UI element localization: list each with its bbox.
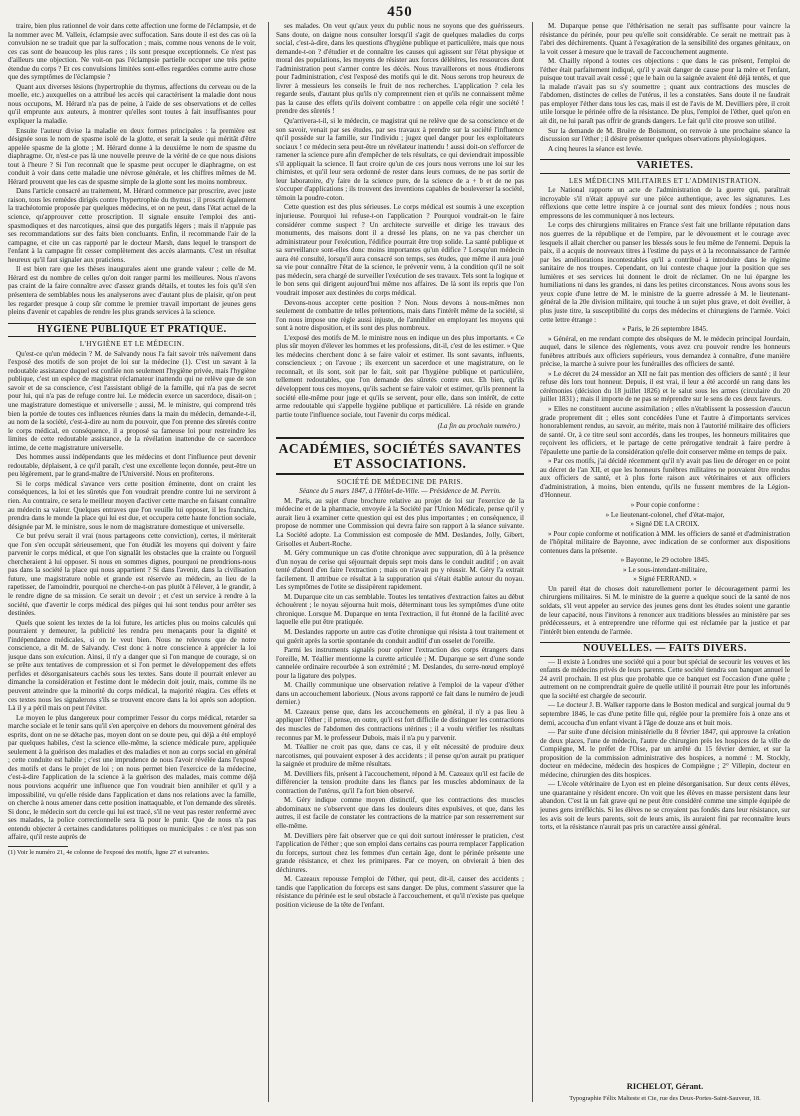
paragraph: Quant aux diverses lésions (hypertrophie du thymus, affections du cerveau ou de la moelle, etc.) auxquelles on a attribué les accès qui caractérisent la maladie dont nous nous occupons, M. Hérard n'a pas de peine, à l'aide de ses observations et de celles qu'il emprunte aux auteurs, à montrer qu'elles sont toutes à fait insuffisantes pour expliquer la maladie. (8, 82, 256, 126)
paragraph: » Par ces motifs, j'ai décidé récemment qu'il n'y avait pas lieu de déroger en ce point au décret de l'an XII, et que les honneurs funèbres militaires ne pouvaient être rendus aux officiers de santé, et à plus forte raison aux vétérinaires et aux officiers d'administration, à moins, bien entendu, qu'ils ne fussent membres de la Légion-d'Honneur. (540, 457, 790, 500)
letter-signature: » Signé FERRAND. » (633, 575, 697, 584)
paragraph: Le National rapporte un acte de l'administration de la guerre qui, paraîtrait incroyable s'il n'était appuyé sur une pièce authentique, avec les signatures. Les réflexions que cette lettre inspire à ce journal sont des mieux fondées ; nous nous empressons de les communiquer à nos lecteurs. (540, 186, 790, 220)
section-heading-varietes: VARIÉTÉS. (540, 159, 790, 174)
paragraph: » Général, en me rendant compte des obsèques de M. le médecin principal Jourdain, auquel, dans le silence des règlements, vous avez cru pouvoir rendre les honneurs funèbres attribués aux officiers supérieurs, vous demandez à connaître, d'une manière précise, la marche à suivre pour les funérailles des officiers de santé. (540, 334, 790, 369)
paragraph: A cinq heures la séance est levée. (548, 144, 643, 153)
page-number: 450 (387, 4, 413, 20)
paragraph: Ensuite l'auteur divise la maladie en deux formes principales : la première est désignée sous le nom de spasme isolé de la glotte, et serait la seule qui méritât d'être appelée spasme de la glotte ; M. Hérard donne à la deuxième le nom de spasme du diaphragme. Or, n'est-ce pas là une nouvelle preuve de la vérité de ce que nous disions tout à l'heure ? Si l'on reconnaît que le spasme peut occuper le diaphragme, on est conduit à voir dans cette maladie une névrose générale, et les chiffres mêmes de M. Hérard prouvent que les cas de spasme simple de la glotte sont les moins nombreux. (8, 126, 256, 186)
continuation-note: (La fin au prochain numéro.) (437, 422, 520, 431)
paragraph: Le moyen le plus dangereux pour comprimer l'essor du corps médical, retarder sa marche sociale et le tenir sans qu'il s'en aperçoive en dehors du mouvement général des esprits, dont on ne se détache pas, moyen dont on se doute peu, qui déjà a été employé par quelques habiles, c'est la science elle-même, la science médicale pure, appliquée seulement à la guérison des maladies et des maladies et non au corps social en général ; cette conduite est habile ; c'est une imprudence de nous l'avoir révélée dans l'exposé des motifs et dans le projet de loi ; on nous permet bien l'exercice de la médecine, c'est-à-dire l'application de la science à la guérison des malades, mais comme déjà nous pouvions acquérir une influence que l'on voudrait bien annihiler et qu'il y a impossibilité, vu qu'elle réside dans l'application et dans nos relations avec la famille, on cherche à nous amener dans cette position inattaquable, et l'on demande des sûretés. Si donc, le médecin sort du cercle qui lui est tracé, s'il ne veut pas rester renfermé avec ses malades, la police correctionnelle sera là pour le punir. Que de nous n'a pas entendu objecter à certaines candidatures politiques ou municipales : ce n'est pas son affaire, qu'il reste auprès de (8, 713, 256, 842)
footnote: (1) Voir le numéro 21, 4e colonne de l'exposé des motifs, ligne 27 et suivantes. (8, 848, 210, 856)
paragraph: Sur la demande de M. Bruère de Boismont, on renvoie à une prochaine séance la discussion sur l'éther ; il désire présenter quelques observations physiologiques. (540, 126, 790, 144)
paragraph: Qu'est-ce qu'un médecin ? M. de Salvandy nous l'a fait savoir très naïvement dans l'exposé des motifs de son projet de loi sur la médecine (1). C'est un savant à la redoutable assistance duquel est confiée non seulement l'hygiène privée, mais l'hygiène publique, c'est un espèce de magistrat réclamateur inattendu qui ne relève que de son savoir et de sa conscience, c'est l'assistant obligé de la famille, qui n'a pas de secret pour lui, qui n'a pas de refuge contre lui. Le médecin exerce un sacerdoce, disait-on ; une magistrature domestique et universelle ; aussi, M. le ministre, qui comprend très bien la portée de toutes ces influences réunies dans la main du médecin, demande-t-il, au nom de la société, c'est-à-dire au nom du pouvoir, que l'on prenne des sûretés contre le corps médical, en conséquence, il a proposé sa fameuse loi pour restreindre les limites de cette redoutable assistance, de la révélation inattendue de ce sacerdoce intime, de cette magistrature universelle. (8, 349, 256, 452)
paragraph: M. Paris, au sujet d'une brochure relative au projet de loi sur l'exercice de la médecine et de la pharmacie, envoyée à la Société par l'Union Médicale, pense qu'il y aurait lieu à examiner cette question qui est des plus importantes ; en conséquence, il propose de nommer une Commission qui devra faire son rapport à la séance suivante. La Société adopte. La Commission est composée de MM. Deslandes, Jolly, Gibert, Grisolles et Aubert-Roche. (276, 496, 524, 548)
paragraph: Dans l'article consacré au traitement, M. Hérard commence par proscrire, avec juste raison, tous les remèdes dirigés contre l'hypertrophie du thymus ; il proscrit également la trachéotomie proposée par quelques médecins, et on ne peut, dans l'état actuel de la science, qu'approuver cette proscription. Il signale ensuite l'emploi des anti-spasmodiques et des narcotiques, ainsi que des purgatifs légers ; mais il n'appuie pas ses recommandations sur des faits bien concluants. Enfin, il recommande l'air de la campagne, et cite un cas rapporté par le docteur Marsh, dans lequel le transport de l'enfant à la campagne fit cesser complètement des accès alarmants. C'est un résultat heureux qu'il faut signaler aux praticiens. (8, 187, 256, 264)
paragraph: — Le docteur J. B. Walker rapporte dans le Boston medical and surgical journal du 9 septembre 1846, le cas d'une petite fille qui, réglée pour la première fois à onze ans et demi, accoucha d'un enfant vivant à l'âge de douze ans et huit mois. (540, 701, 790, 727)
paragraph: M. Géry indique comme moyen distinctif, que les contractions des muscles abdominaux ne s'observent que dans les douleurs dites expulsives, et que, dans les autres, il est facile de constater les contractions de la matrice par son resserrement sur elle-même. (276, 796, 524, 831)
gerant-signature: RICHELOT, Gérant. (626, 1082, 704, 1091)
paragraph: Qu'arrivera-t-il, si le médecin, ce magistrat qui ne relève que de sa conscience et de son savoir, venait par ses études, par ses travaux à prendre sur la société l'influence qu'il possède sur la famille, sur l'individu ; jugez quel danger pour les exploitateurs sociaux ! ce médecin sera peut-être un révélateur inattendu ! aussi doit-on s'efforcer de ramener la science pure afin d'empêcher de tels résultats, ce qui deviendrait impossible s'il appliquait la science. Il faut croire qu'un de ces jours nous verrons une loi sur les chimistes, et qu'il leur sera ordonné de rester dans leurs cornues, de ne pas sortir de leur laboratoire, d'y faire de la science pure, de la science de a + b et de ne pas s'occuper d'applications ; ils trouvent des inventions capables de bouleverser la société, témoin la poudre-coton. (276, 117, 524, 202)
paragraph: Devons-nous accepter cette position ? Non. Nous devons à nous-mêmes non seulement de combattre de telles prétentions, mais dans l'intérêt même de la société, si l'on nous impose une règle aussi injuste, de l'annihiler en employant les moyens qui sont à notre disposition, et ils sont des plus nombreux. (276, 298, 524, 333)
column-rule (532, 22, 533, 1102)
letter-line: » Bayonne, le 29 octobre 1845. (620, 556, 710, 565)
paragraph: M. Chailly communique une observation relative à l'emploi de la vapeur d'éther dans un accouchement laborieux. (Nous avons rapporté ce fait dans le numéro de jeudi dernier.) (276, 681, 524, 707)
meeting-line: Séance du 5 mars 1847, à l'Hôtel-de-Ville. — Présidence de M. Perrin. (299, 487, 501, 496)
paragraph: Si le corps médical s'avance vers cette position éminente, dont on craint les conséquences, la loi et les sûretés que l'on voudrait prendre contre lui ne serviront à rien. Au contraire, ce sera le meilleur moyen d'activer cette marche en faisant connaître au médecin sa valeur. Quelques entraves que l'on veuille lui opposer, il les franchira, prendra dans le monde la place qui lui est due, et occupera cette haute fonction sociale, désignée par M. le ministre, sous le nom de magistrature domestique et universelle. (8, 479, 256, 531)
paragraph: M. Géry communique un cas d'otite chronique avec suppuration, dû à la présence d'un noyau de cerise qui séjournait depuis sept mois dans le conduit auditif ; on avait tenté d'abord d'en faire l'extraction ; mais on n'avait pu y réussir. M. Géry l'a extrait facilement. Il attribue ce résultat à la suppuration qui s'était établie autour du noyau. Les symptômes de l'otite se dissipèrent rapidement. (276, 549, 524, 592)
paragraph: Quels que soient les textes de la loi future, les articles plus ou moins calculés qui pourraient y demeurer, la publicité les rendra peu menaçants pour la dignité et l'indépendance médicales, si on le veut bien. Nous ne relevons que de notre conscience, a dit M. de Salvandy. C'est donc à notre conscience à apprécier la loi jusque dans son exécution. Ainsi, il n'y a danger que si l'on manque de courage, si on se prête aux tentatives de compression et si l'on permet le développement des effets perfides et désorganisateurs cachés sous les textes. Sans doute il pourrait enlever au dimanche la considération et l'estime dont le médecin doit jouir, mais, comme ils ne peuvent atteindre que la minorité du corps médical, la majorité réagira. Ces effets et ces textes nous les signalerons s'ils se trouvent encore dans la loi après son adoption. Là il y a péril mais on peut l'éviter. (8, 618, 256, 713)
letter-line: » Le lieutenant-colonel, chef d'état-major, (605, 510, 725, 519)
paragraph: M. Duparque cite un cas semblable. Toutes les tentatives d'extraction faites au début échouèrent ; le noyau séjourna huit mois, déterminant tous les symptômes d'une otite chronique. Lorsque M. Duparque en tenta l'extraction, il fut étonné de la facilité avec laquelle elle put être pratiquée. (276, 592, 524, 627)
paragraph: ses malades. On veut qu'aux yeux du public nous ne soyons que des guérisseurs. Sans doute, on daigne nous consulter lorsqu'il s'agit de quelques maladies du corps social, c'est-à-dire, dans les questions d'hygiène publique et particulière, mais que nous demande-t-on ? d'étudier et de connaître les causes qui agissent sur l'état physique et moral des populations, les moyens de résister aux forces délétères, les ressources dont l'administration peut s'armer contre les décès. Nous travaillerons et nous étudierons pour l'administration, c'est l'exposé des motifs qui le dit. Nous serons trop heureux de livrer à messieurs les conseils le fruit de nos recherches. L'application ? cela les regarde seuls, d'autant plus qu'ils n'y comprennent rien et qu'ils ne connaissent même pas la cause des effets qu'ils doivent combattre : on appelle cela régir une société ! prendre des sûretés ! (276, 22, 524, 116)
letter-date: « Paris, le 26 septembre 1845. (622, 325, 708, 334)
paragraph: Ce but prévu serait il vrai (nous partageons cette conviction), certes, il mériterait que l'on s'en occupât sérieusement, que l'on étudiât les moyens qui doivent y faire parvenir le corps médical, et que l'on signalât les obstacles que la crainte ou l'orgueil chercheraient à lui opposer. Si nous en sommes dignes, pourquoi ne prendrions-nous pas dans la société la place qui nous appartient ? Si dans l'avenir, dans la civilisation future, une magistrature noble et grande est réservée au médecin, au lieu de la rapetisser, de l'amoindrir, pourquoi ne cherche-t-on pas plutôt à l'élever, à le grandir, à le rendre digne de sa mission. Ce serait un devoir ; et c'est un service à rendre à la société, que d'avertir le corps médical des pièges qui lui sont tendus pour arrêter ses destinées. (8, 532, 256, 618)
paragraph: Il est bien rare que les thèses inaugurales aient une grande valeur ; celle de M. Hérard est du nombre de celles qu'on doit ranger parmi les meilleures. Nous n'avons pas craint de la faire connaître avec d'assez grands détails, et toutes les fois qu'il s'en présentera de semblables nous les analyserons avec d'autant plus de plaisir, qu'on peut les regarder presque à coup sûr comme le premier travail important de jeunes gens pleins d'avenir et capables de rendre les plus grands services à la science. (8, 265, 256, 317)
footnote-rule (8, 846, 68, 847)
paragraph: — Par suite d'une décision ministérielle du 8 février 1847, qui approuve la création de deux places, l'une de médecin, l'autre de chirurgien près les hospices de la ville de Compiègne, M. le préfet de l'Oise, par un arrêté du 15 février dernier, et sur la proposition de la commission administrative des hospices, a nommé : M. Stockly, docteur en médecine, médecin des hospices de Compiègne ; 2° Villepin, docteur en médecine, chirurgien des dits hospices. (540, 728, 790, 779)
paragraph: M. Devilliers père fait observer que ce qui doit surtout intéresser le praticien, c'est l'application de l'éther ; que son emploi dans certains cas pourra remplacer l'application du forceps, surtout chez les femmes d'un certain âge, dont le périnée présente une grande résistance, et chez les primipares. Par ce moyen, on obvierait à bien des déchirures. (276, 831, 524, 874)
paragraph: » Pour copie conforme et notification à MM. les officiers de santé et d'administration de l'hôpital militaire de Bayonne, avec indication de se conformer aux dispositions contenues dans la présente. (540, 529, 790, 555)
paragraph: » Le décret du 24 messidor an XII ne fait pas mention des officiers de santé ; il leur refuse dès lors tout honneur. Depuis, il est vrai, il leur a été accordé un rang dans les cérémonies (décision du 18 juillet 1826) et le salut sous les armes (circulaire du 20 juillet 1831) ; mais il importe de ne pas se méprendre sur le sens de ces deux faveurs. (540, 369, 790, 404)
paragraph: M. Duparque pense que l'éthérisation ne serait pas suffisante pour vaincre la résistance du périnée, pour peu qu'elle soit considérable. Ce serait ne mettrait pas à l'abri des déchirements. Quant à l'exagération de la sensibilité des organes génitaux, on la voit cesser à mesure que le travail de l'accouchement augmente. (540, 22, 790, 56)
section-heading-nouvelles: NOUVELLES. — FAITS DIVERS. (540, 642, 790, 657)
section-heading-academies: ACADÉMIES, SOCIÉTÉS SAVANTES ET ASSOCIATIONS. (276, 437, 524, 475)
paragraph: — L'école vétérinaire de Lyon est en pleine désorganisation. Sur deux cents élèves, une quarantaine y résident encore. On voit que les élèves en masse persistent dans leur abandon. C'est là un fait grave qui ne peut être considéré comme une simple équipée de jeunes gens irréfléchis. Si les élèves ne se croyaient pas fondés dans leur résistance, sur les avis soit de leurs parents, soit de leurs amis, ils auraient fini par reconnaître leurs torts, et la résistance n'aurait pas pris un caractère aussi général. (540, 780, 790, 832)
paragraph: Cette question est des plus sérieuses. Le corps médical est soumis à une exception injurieuse. Pourquoi lui refuse-t-on l'application ? Pourquoi voudrait-on le faire considérer comme suspect ? Un architecte surveille et dirige les travaux des monuments, des maisons dont il a dressé les plans, on ne va pas chercher un administrateur pour l'exécution, l'édifice pourrait être trop solide. La santé publique et sa surveillance sont-elles donc moins importantes qu'un édifice ? Lorsqu'un médecin aura été consulté, lorsqu'il aura consacré son temps, ses études, que même il aura joué sa vie pour connaître l'état de la science, le prévenir venu, à la condition qu'il ne soit pas médecin, sera chargé de surveiller l'exécution de ses travaux. Tels sont la logique et le bon sens qui dirigent aujourd'hui même nos affaires. De là sont ils repris que l'on voudrait imposer aux destinées du corps médical. (276, 203, 524, 297)
paragraph: Des hommes aussi indépendants que les médecins et dont l'influence peut devenir redoutable, déplaisent, à ce qu'il paraît, c'est une excellente leçon donnée, peut-être un peu légèrement, par le grand-maître de l'Université. Nous en profiterons. (8, 453, 256, 479)
paragraph: M. Deslandes rapporte un autre cas d'otite chronique qui résista à tout traitement et qui guérit après la sortie spontanée du conduit auditif d'un osselet de l'oreille. (276, 628, 524, 645)
article-title: L'HYGIÈNE ET LE MÉDECIN. (79, 340, 185, 349)
column-rule (268, 22, 269, 1102)
article-title: LES MÉDECINS MILITAIRES ET L'ADMINISTRATION. (568, 176, 762, 185)
column-left (8, 22, 256, 1102)
paragraph: M. Cazeaux pense que, dans les accouchements en général, il n'y a pas lieu à appliquer l'éther ; il pense, en outre, qu'il est fort difficile de distinguer les contractions des muscles de l'abdomen des contractions utérines ; il a voulu vérifier les résultats reconnus par M. le professeur Dubois, mais il n'a pu y parvenir. (276, 707, 524, 742)
society-title: SOCIÉTÉ DE MÉDECINE DE PARIS. (336, 477, 464, 486)
paragraph: L'exposé des motifs de M. le ministre nous en indique un des plus importants. « Ce plus sûr moyen d'élever les hommes et les professions, dit-il, c'est de les estimer. » Que les médecins cherchent donc à se faire valoir et estimer. Ils sont savants, influents, consciencieux ; on l'avoue ; ils exercent un sacerdoce et une magistrature, on le reconnaît, et ils sont, soit par le fait, soit par l'hygiène publique et particulière, tellement redoutables, que l'on demande des sûretés contre eux. Eh bien, qu'ils développent tous ces moyens, qu'ils sachent se faire valoir et estimer, qu'ils prennent la société elle-même pour juge et qu'ils se servent, pour elle, dans son intérêt, de cette arme redoutable qui s'appelle hygiène publique et particulière. Là réside en grande partie toute l'influence sociale, tout l'avenir du corps médical. (276, 333, 524, 419)
column-right (540, 22, 790, 1102)
printer-imprint: Typographie Félix Malteste et Cie, rue des Deux-Portes-Saint-Sauveur, 18. (569, 1095, 761, 1102)
column-middle (276, 22, 524, 1102)
paragraph: M. Cazeaux repousse l'emploi de l'éther, qui peut, dit-il, causer des accidents ; tandis que l'application du forceps est sans danger. De plus, comment s'assurer que la résistance du périnée est le seul obstacle à l'accouchement, et qu'il n'existe pas quelque position vicieuse de la tête de l'enfant. (276, 875, 524, 909)
paragraph: M. Téallier ne croit pas que, dans ce cas, il y eût nécessité de produire deux narcotismes, qui pouvaient exposer à des accidents ; il pense qu'on aurait pu pratiquer la saignée et produire de même résultats. (276, 743, 524, 769)
paragraph: Un pareil état de choses doit naturellement porter le découragement parmi les chirurgiens militaires. Si M. le ministre de la guerre a quelque souci de la santé de nos soldats, s'il veut appeler au service des jeunes gens dont les études soient une garantie de leur capacité, nous l'invitons à renoncer aux traditions blessées au ministère par ses prédécesseurs, et à entreprendre une réforme qui est réclamée par la justice et par l'intérêt bien entendu de l'armée. (540, 584, 790, 636)
paragraph: M. Chailly répond à toutes ces objections : que dans le cas présent, l'emploi de l'éther était parfaitement indiqué, qu'il y avait danger de cause pour la mère et l'enfant, puisque tout travail avait cessé ; que le bain ou la saignée avaient été déjà tentés, et que la malade n'avait pas su s'y soumettre ; quant aux contractions des muscles de l'abdomen, distinctes de celles de l'utérus, il les a constatées. Sans doute il ne faudrait pas employer l'éther dans tous les cas, mais il est de l'avis de M. Devilliers père, il croit utile lorsque le périnée offre de la résistance. De plus, l'emploi de l'éther, quel qu'on en ait dit, ne lui paraît pas offrir de grands dangers. Le fait qu'il cite prouve son utilité. (540, 57, 790, 126)
paragraph: M. Devilliers fils, présent à l'accouchement, répond à M. Cazeaux qu'il est facile de différencier la tension produite dans les flancs par les muscles abdominaux de la contraction de l'utérus, qu'il l'a fort bien observé. (276, 769, 524, 795)
paragraph: Le corps des chirurgiens militaires en France s'est fait une brillante réputation dans nos guerres de la république et de l'empire, par le dévouement et le courage avec lesquels il allait chercher ou panser les blessés sous le feu même de l'ennemi. Depuis la paix, il a acquis de nouveaux titres à l'estime du pays et à la reconnaissance de l'armée par les améliorations incontestables qu'il a contribué à introduire dans le régime sanitaire de nos troupes. Cependant, on lui conteste chaque jour la position que ses lumières et ses services lui donnent le droit de réclamer. On ne lui épargne les humiliations ni dans les grandes, ni dans les petites circonstances. Nous avons sous les yeux copie d'une lettre de M. le ministre de la guerre adressée à M. le lieutenant-général de la 20e division militaire, qui touche à un sujet plus grave, et doit éveiller, à plus juste titre, la susceptibilité du corps des médecins et chirurgiens de l'armée. Voici cette lettre étrange : (540, 221, 790, 324)
paragraph: traire, bien plus rationnel de voir dans cette affection une forme de l'éclampsie, et de la nommer avec M. Valleix, éclampsie avec suffocation. Sans doute il est des cas où la convulsion ne se traduit que par la suffocation ; mais, comme nous venons de le voir, ces cas sont de beaucoup les plus rares ; ils sont presque exceptionnels. Ce n'est pas d'ailleurs une objection. Ne voit-on pas l'éclampsie partielle occuper une très petite étendue du corps ? Et ces convulsions limitées sont-elles regardées comme autre chose que des symptômes de l'éclampsie ? (8, 22, 256, 82)
letter-line: » Pour copie conforme : (630, 500, 700, 509)
paragraph: » Elles ne constituent aucune assimilation ; elles n'établissent la possession d'aucun grade proprement dit ; elles sont concédées l'une et l'autre à d'importants services honorablement rendus, au savoir, au mérite, mais non à l'autorité militaire des officiers de santé. Or, à ce titre seul sont accordés, dans les troupes, les honneurs militaires que reçoivent les officiers, et le partage de cette prérogative tendrait à faire perdre à l'épaulette une partie de la considération qu'elle doit conserver même en temps de paix. (540, 404, 790, 456)
letter-signature: » Signé DE LA CROIX. (630, 520, 700, 529)
section-heading-hygiene: HYGIÈNE PUBLIQUE ET PRATIQUE. (8, 323, 256, 338)
paragraph: — Il existe à Londres une société qui a pour but spécial de secourir les veuves et les enfants de médecins privés de leurs parents. Cette société tiendra son banquet annuel le 24 avril prochain. Il est plus que probable que ce banquet est l'occasion d'une quête ; autrement on ne comprendrait guère de quelle utilité il pourrait être pour les infortunés que la société est chargée de secourir. (540, 657, 790, 700)
paragraph: Parmi les instruments signalés pour opérer l'extraction des corps étrangers dans l'oreille, M. Téallier mentionne la curette articulée ; M. Duparque se sert d'une sonde cannelée ordinaire recourbée à son extrémité ; M. Deslandes, du serre-nœud employé pour la ligature des polypes. (276, 646, 524, 680)
letter-line: » Le sous-intendant-militaire, (622, 565, 708, 574)
